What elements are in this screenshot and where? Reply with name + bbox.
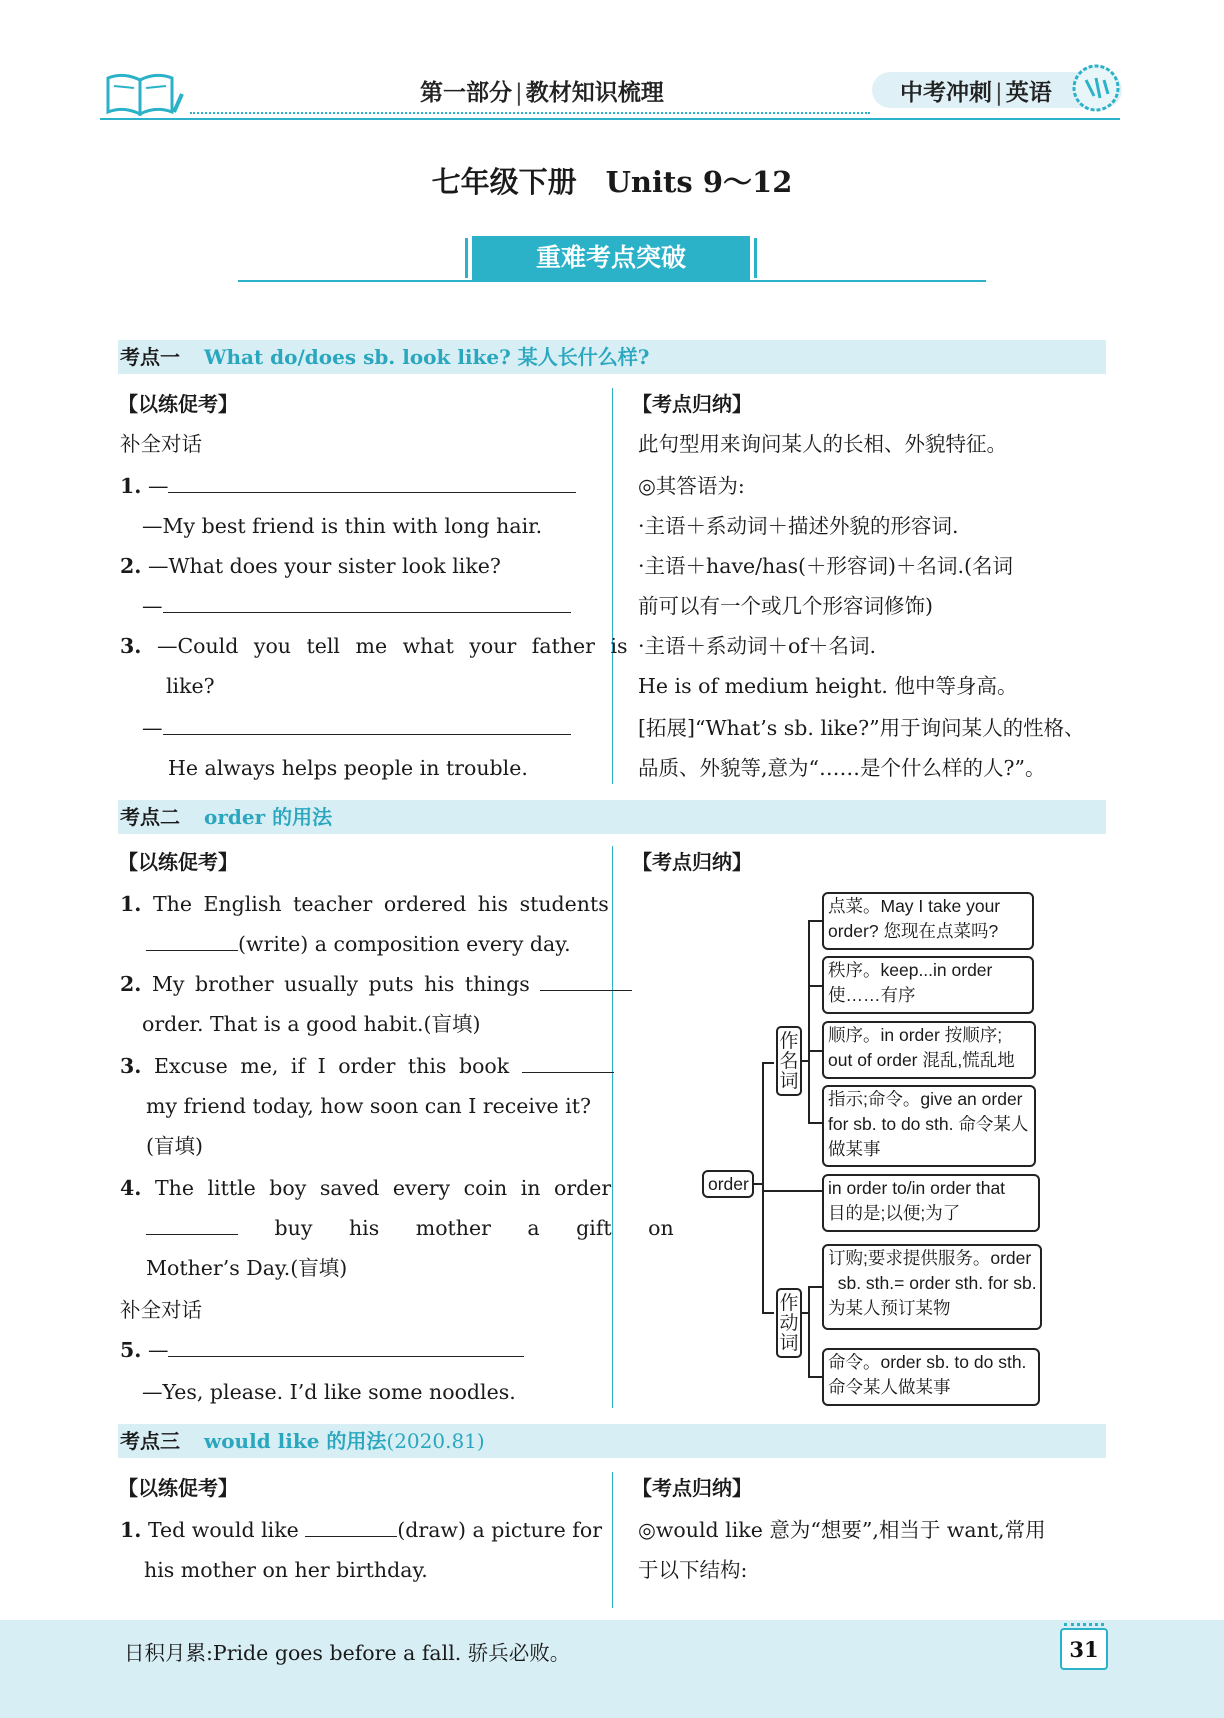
answer-blank[interactable] bbox=[540, 970, 632, 991]
connector bbox=[808, 985, 822, 987]
connector bbox=[808, 1122, 822, 1124]
noun-meaning-box: 点菜。May I take your order? 您现在点菜吗? bbox=[822, 892, 1034, 950]
summary-line: 此句型用来询问某人的长相、外貌特征。 bbox=[638, 432, 1007, 456]
practice-label: 【以练促考】 bbox=[118, 1476, 238, 1500]
section-key: 考点三 bbox=[120, 1429, 180, 1453]
banner-rule bbox=[238, 280, 986, 282]
section-bar-2 bbox=[118, 800, 1106, 834]
column-divider bbox=[612, 388, 613, 784]
instruction: 补全对话 bbox=[120, 1298, 202, 1322]
connector bbox=[808, 920, 810, 1124]
header-chapter: 第一部分 | 教材知识梳理 bbox=[420, 80, 664, 106]
instruction: 补全对话 bbox=[120, 432, 202, 456]
connector bbox=[762, 1062, 774, 1064]
answer-blank[interactable] bbox=[168, 1336, 524, 1357]
answer-blank[interactable] bbox=[146, 1214, 238, 1235]
summary-line: [拓展]“What’s sb. like?”用于询问某人的性格、 bbox=[638, 716, 1085, 740]
book-icon bbox=[104, 72, 184, 122]
summary-line: ·主语＋have/has(＋形容词)＋名词.(名词 bbox=[638, 554, 1014, 578]
section-topic: would like 的用法 bbox=[204, 1429, 387, 1453]
question-5: 5. — bbox=[120, 1336, 524, 1364]
question-4: 4. The little boy saved every coin in order bbox=[120, 1176, 612, 1200]
page-number: 31 bbox=[1060, 1628, 1108, 1670]
column-divider bbox=[612, 1472, 613, 1608]
connector bbox=[762, 1312, 774, 1314]
summary-label: 【考点归纳】 bbox=[632, 392, 752, 416]
summary-line: ◎其答语为: bbox=[638, 474, 745, 498]
summary-line: ·主语＋系动词＋of＋名词. bbox=[638, 634, 876, 658]
column-divider bbox=[612, 846, 613, 1408]
question-1: 1. — bbox=[120, 472, 576, 500]
answer-line: — bbox=[142, 592, 571, 620]
header-dotted-line bbox=[190, 112, 870, 114]
answer-line: He always helps people in trouble. bbox=[168, 756, 528, 780]
noun-branch-label: 作名词 bbox=[776, 1026, 802, 1096]
footer-proverb: 日积月累:Pride goes before a fall. 骄兵必败。 bbox=[124, 1641, 571, 1665]
question-3: 3. —Could you tell me what your father is bbox=[120, 634, 628, 658]
answer-blank[interactable] bbox=[163, 714, 571, 735]
summary-line: ·主语＋系动词＋描述外貌的形容词. bbox=[638, 514, 959, 538]
question-3-cont: (盲填) bbox=[146, 1134, 203, 1158]
answer-blank[interactable] bbox=[146, 930, 238, 951]
mindmap-root: order bbox=[702, 1170, 754, 1198]
summary-line: 前可以有一个或几个形容词修饰) bbox=[638, 594, 933, 618]
summary-line: 于以下结构: bbox=[638, 1558, 748, 1582]
question-1: 1. Ted would like (draw) a picture for bbox=[120, 1518, 603, 1542]
answer-blank[interactable] bbox=[522, 1052, 614, 1073]
question-4-cont: buy his mother a gift on bbox=[146, 1214, 674, 1242]
question-4-cont: Mother’s Day.(盲填) bbox=[146, 1256, 348, 1280]
noun-meaning-box: 顺序。in order 按顺序; out of order 混乱,慌乱地 bbox=[822, 1021, 1036, 1079]
question-3-cont: my friend today, how soon can I receive it? bbox=[146, 1094, 591, 1118]
question-2-cont: order. That is a good habit.(盲填) bbox=[142, 1012, 481, 1036]
connector bbox=[808, 920, 822, 922]
connector bbox=[808, 1050, 822, 1052]
connector bbox=[808, 1286, 822, 1288]
summary-line: 品质、外貌等,意为“……是个什么样的人?”。 bbox=[638, 756, 1046, 780]
section-topic: order 的用法 bbox=[204, 805, 333, 829]
question-1-cont: his mother on her birthday. bbox=[144, 1558, 428, 1582]
answer-line: — bbox=[142, 714, 571, 742]
verb-meaning-box: 订购;要求提供服务。order sb. sth.= order sth. for sb. 为某人预订某物 bbox=[822, 1244, 1042, 1330]
question-1-cont: (write) a composition every day. bbox=[146, 930, 571, 958]
header-series: 中考冲刺 | 英语 bbox=[900, 80, 1052, 106]
noun-meaning-box: 指示;命令。give an order for sb. to do sth. 命令某人 做某事 bbox=[822, 1085, 1036, 1167]
section-bar-3 bbox=[118, 1424, 1106, 1458]
question-3-cont: like? bbox=[166, 674, 215, 698]
summary-line: ◎would like 意为“想要”,相当于 want,常用 bbox=[638, 1518, 1046, 1542]
section-topic: What do/does sb. look like? 某人长什么样? bbox=[204, 345, 650, 369]
question-2: 2. —What does your sister look like? bbox=[120, 554, 501, 578]
seal-icon bbox=[1070, 62, 1122, 118]
connector bbox=[762, 1062, 764, 1312]
answer-blank[interactable] bbox=[305, 1516, 397, 1537]
section-key: 考点一 bbox=[120, 345, 180, 369]
answer-line: —Yes, please. I’d like some noodles. bbox=[142, 1380, 516, 1404]
answer-blank[interactable] bbox=[168, 472, 576, 493]
section-banner: 重难考点突破 bbox=[472, 236, 750, 280]
exam-reference: (2020.81) bbox=[386, 1429, 485, 1453]
verb-meaning-box: 命令。order sb. to do sth. 命令某人做某事 bbox=[822, 1348, 1040, 1406]
answer-blank[interactable] bbox=[163, 592, 571, 613]
section-key: 考点二 bbox=[120, 805, 180, 829]
question-1: 1. The English teacher ordered his students bbox=[120, 892, 609, 916]
summary-label: 【考点归纳】 bbox=[632, 1476, 752, 1500]
practice-label: 【以练促考】 bbox=[118, 392, 238, 416]
answer-line: —My best friend is thin with long hair. bbox=[142, 514, 543, 538]
footer-band bbox=[0, 1620, 1224, 1718]
summary-label: 【考点归纳】 bbox=[632, 850, 752, 874]
section-bar-1 bbox=[118, 340, 1106, 374]
connector bbox=[762, 1190, 822, 1192]
verb-branch-label: 作动词 bbox=[776, 1288, 802, 1358]
noun-meaning-box: 秩序。keep...in order 使……有序 bbox=[822, 956, 1034, 1014]
phrase-box: in order to/in order that 目的是;以便;为了 bbox=[822, 1174, 1040, 1232]
header-rule bbox=[100, 118, 1120, 120]
summary-line: He is of medium height. 他中等身高。 bbox=[638, 674, 1018, 698]
connector bbox=[808, 1286, 810, 1376]
question-2: 2. My brother usually puts his things bbox=[120, 970, 632, 998]
question-3: 3. Excuse me, if I order this book bbox=[120, 1052, 614, 1080]
page-title: 七年级下册 Units 9～12 bbox=[431, 165, 793, 199]
practice-label: 【以练促考】 bbox=[118, 850, 238, 874]
connector bbox=[808, 1376, 822, 1378]
